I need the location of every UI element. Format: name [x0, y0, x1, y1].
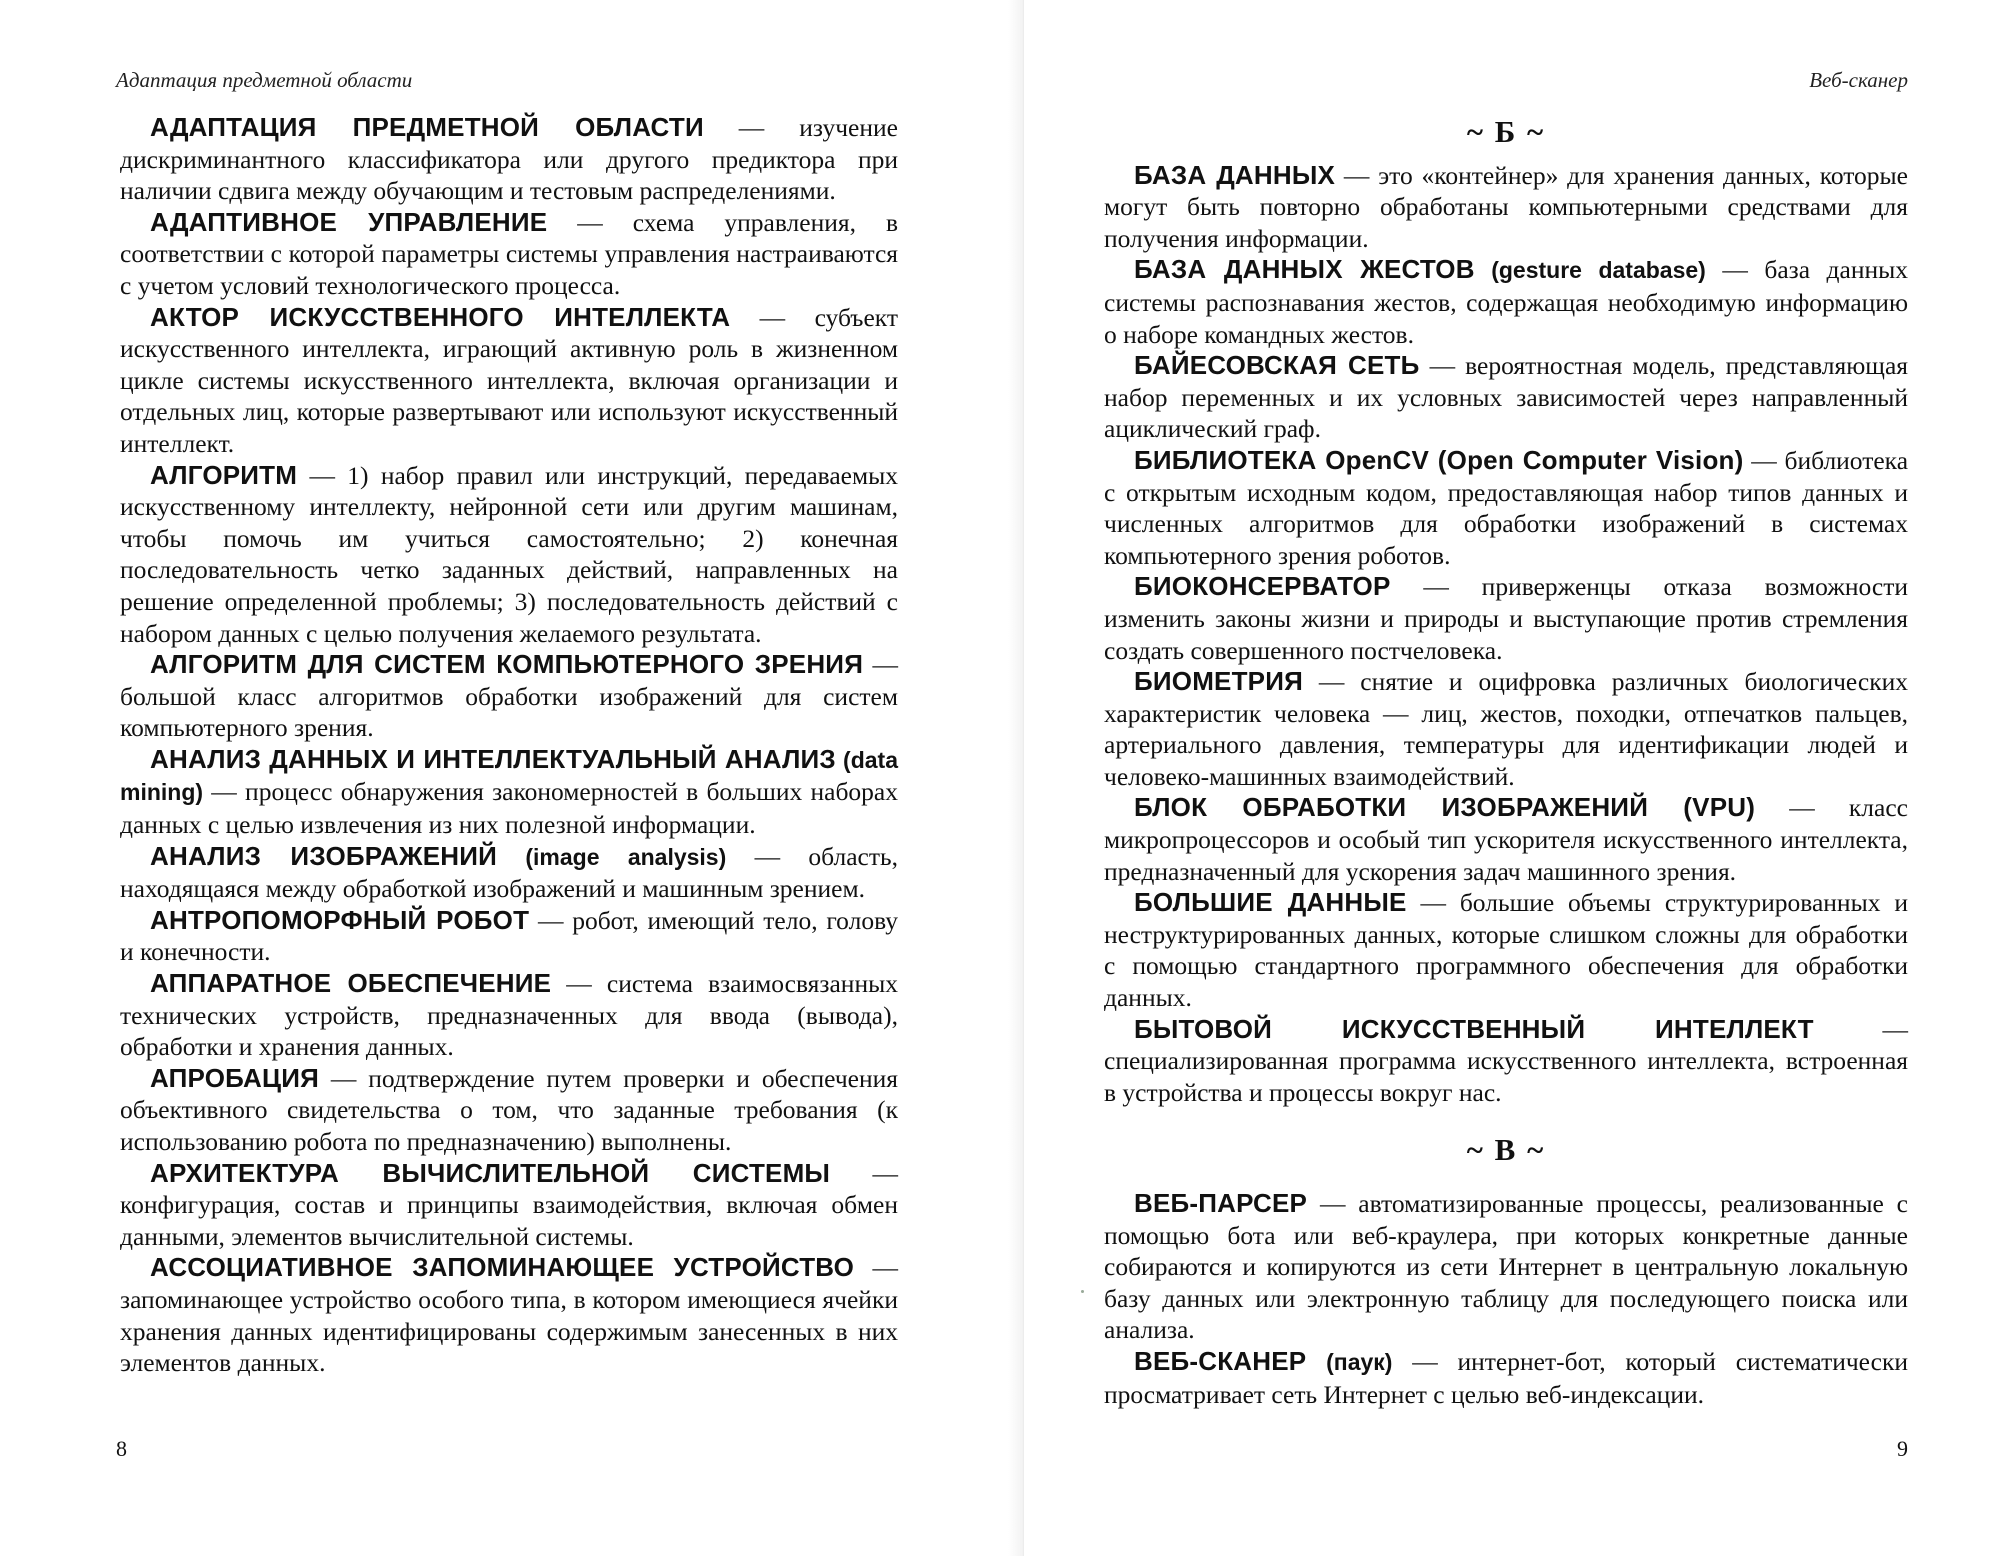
glossary-definition: — большие объемы структурированных и неструктурированных данных, которые слишком сложны для обработки с помощью стандартного программного обеспечения для обработки данных.: [1104, 888, 1908, 1013]
glossary-entry: [120, 968, 898, 1063]
glossary-term: АРХИТЕКТУРА ВЫЧИСЛИТЕЛЬНОЙ СИСТЕМЫ: [150, 1157, 831, 1188]
glossary-definition: — подтверждение путем проверки и обеспечения объективного свидетельства о том, что заданные требования (к использованию робота по предназначению) выполнены.: [120, 1063, 898, 1156]
glossary-term: АПРОБАЦИЯ: [150, 1062, 319, 1093]
section-heading-b: ~ Б ~: [1466, 114, 1546, 149]
glossary-entry: [1104, 666, 1908, 792]
glossary-definition: — библиотека с открытым исходным кодом, предоставляющая набор типов данных и численных алгоритмов для обработки изображений в системах компьютерного зрения роботов.: [1104, 445, 1909, 570]
glossary-entry: [120, 1158, 898, 1253]
glossary-term: АНАЛИЗ ДАННЫХ И ИНТЕЛЛЕКТУАЛЬНЫЙ АНАЛИЗ: [150, 743, 836, 774]
glossary-entry: [1104, 160, 1908, 255]
glossary-term: ВЕБ-ПАРСЕР: [1134, 1188, 1308, 1218]
glossary-term-original: (gesture database): [1474, 257, 1706, 284]
page-number: 9: [1897, 1436, 1908, 1461]
glossary-entry: [1104, 1014, 1908, 1109]
glossary-definition: — процесс обнаружения закономерностей в больших наборах данных с целью извлечения из них полезной информации.: [120, 777, 898, 840]
glossary-definition: — область, находящаяся между обработкой изображений и машинным зрением.: [120, 841, 899, 904]
glossary-entry: [1104, 350, 1908, 445]
glossary-term: АНТРОПОМОРФНЫЙ РОБОТ: [150, 904, 530, 935]
glossary-column: [1104, 112, 1908, 1410]
glossary-term: БЫТОВОЙ ИСКУССТВЕННЫЙ ИНТЕЛЛЕКТ: [1134, 1013, 1814, 1044]
right-page: [1024, 0, 2000, 1556]
glossary-term: БИБЛИОТЕКА OpenCV (Open Computer Vision): [1134, 444, 1744, 475]
glossary-definition: — система взаимосвязанных технических устройств, предназначенных для ввода (вывода), обработки и хранения данных.: [120, 969, 898, 1062]
glossary-term: БИОКОНСЕРВАТОР: [1134, 571, 1391, 602]
glossary-term: БАЗА ДАННЫХ: [1134, 159, 1336, 190]
glossary-entry: [120, 1252, 898, 1378]
glossary-term: АНАЛИЗ ИЗОБРАЖЕНИЙ: [150, 840, 498, 871]
glossary-definition: — интернет-бот, который систематически просматривает сеть Интернет с целью веб-индексации.: [1104, 1346, 1908, 1409]
glossary-entry: [120, 905, 898, 968]
glossary-definition: — база данных системы распознавания жестов, содержащая необходимую информацию о наборе командных жестов.: [1104, 255, 1908, 349]
glossary-definition: — снятие и оцифровка различных биологических характеристик человека — лиц, жестов, походки, отпечатков пальцев, артериального давления, температуры для идентификации людей и человеко-машинных взаимодействий.: [1104, 667, 1908, 791]
glossary-entry: [1104, 1188, 1908, 1346]
glossary-entry: [120, 112, 898, 207]
glossary-term-original: (паук): [1306, 1348, 1393, 1375]
glossary-entry: [120, 841, 898, 905]
glossary-term: АДАПТАЦИЯ ПРЕДМЕТНОЙ ОБЛАСТИ: [150, 112, 704, 142]
glossary-term: БОЛЬШИЕ ДАННЫЕ: [1134, 887, 1407, 918]
glossary-column: [120, 112, 898, 1379]
glossary-term-original: (image analysis): [497, 843, 727, 870]
glossary-entry: [1104, 254, 1908, 350]
glossary-term: БАЙЕСОВСКАЯ СЕТЬ: [1134, 350, 1420, 381]
page-number: 8: [116, 1436, 127, 1461]
glossary-definition: — специализированная программа искусственного интеллекта, встроенная в устройства и процессы вокруг нас.: [1104, 1014, 1908, 1107]
glossary-entry: [1104, 1346, 1908, 1410]
glossary-definition: — вероятностная модель, представляющая набор переменных и их условных зависимостей через направленный ациклический граф.: [1104, 351, 1908, 444]
glossary-entry: [1104, 887, 1908, 1013]
glossary-definition: — большой класс алгоритмов обработки изображений для систем компьютерного зрения.: [120, 650, 899, 743]
glossary-definition: — изучение дискриминантного классификатора или другого предиктора при наличии сдвига между обучающим и тестовым распределениями.: [120, 113, 898, 206]
section-heading-v: ~ В ~: [1466, 1132, 1546, 1168]
glossary-term: БИОМЕТРИЯ: [1134, 666, 1303, 697]
glossary-entry: [1104, 792, 1908, 887]
glossary-term: АДАПТИВНОЕ УПРАВЛЕНИЕ: [150, 206, 548, 237]
glossary-entry: [1104, 571, 1908, 666]
glossary-term: БЛОК ОБРАБОТКИ ИЗОБРАЖЕНИЙ (VPU): [1134, 792, 1756, 823]
glossary-entry: [120, 744, 898, 841]
glossary-term-original: (data mining): [120, 746, 898, 806]
running-head: Веб-сканер: [1809, 68, 1908, 92]
glossary-entry: [120, 302, 898, 460]
glossary-definition: — робот, имеющий тело, голову и конечности.: [120, 905, 898, 967]
glossary-entry: [120, 460, 898, 650]
glossary-term: БАЗА ДАННЫХ ЖЕСТОВ: [1134, 254, 1475, 285]
glossary-term: АКТОР ИСКУССТВЕННОГО ИНТЕЛЛЕКТА: [150, 301, 731, 332]
print-speck: [1081, 1290, 1084, 1293]
running-head: Адаптация предметной области: [116, 68, 413, 92]
glossary-term: АЛГОРИТМ ДЛЯ СИСТЕМ КОМПЬЮТЕРНОГО ЗРЕНИЯ: [150, 649, 864, 680]
glossary-term: АССОЦИАТИВНОЕ ЗАПОМИНАЮЩЕЕ УСТРОЙСТВО: [150, 1252, 855, 1283]
glossary-term: АЛГОРИТМ: [150, 459, 298, 490]
glossary-definition: — класс микропроцессоров и особый тип ускорителя искусственного интеллекта, предназначенный для ускорения задач машинного зрения.: [1104, 793, 1908, 886]
glossary-definition: — приверженцы отказа возможности изменить законы жизни и природы и выступающие против стремления создать совершенного постчеловека.: [1104, 572, 1908, 665]
glossary-definition: — схема управления, в соответствии с которой параметры системы управления настраиваются с учетом условий технологического процесса.: [120, 207, 898, 300]
glossary-definition: — автоматизированные процессы, реализованные с помощью бота или веб-краулера, при которых конкретные данные собираются и копируются из сети Интернет в центральную локальную базу данных или электронную таблицу для последующего поиска или анализа.: [1104, 1189, 1908, 1345]
glossary-entry: [1104, 445, 1908, 571]
glossary-term: АППАРАТНОЕ ОБЕСПЕЧЕНИЕ: [150, 968, 552, 999]
glossary-entry: [120, 207, 898, 302]
glossary-definition: — конфигурация, состав и принципы взаимодействия, включая обмен данными, элементов вычислительной системы.: [120, 1158, 898, 1251]
glossary-definition: — субъект искусственного интеллекта, играющий активную роль в жизненном цикле системы искусственного интеллекта, включая организации и отдельных лиц, которые развертывают или используют искусственный интеллект.: [120, 302, 898, 458]
glossary-term: ВЕБ-СКАНЕР: [1134, 1345, 1307, 1376]
glossary-definition: — это «контейнер» для хранения данных, которые могут быть повторно обработаны компьютерными средствами для получения информации.: [1104, 160, 1908, 253]
glossary-entry: [120, 1063, 898, 1158]
glossary-definition: — запоминающее устройство особого типа, в котором имеющиеся ячейки хранения данных идентифицированы содержимым занесенных в них элементов данных.: [120, 1253, 898, 1378]
glossary-entry: [120, 649, 898, 744]
glossary-definition: — 1) набор правил или инструкций, передаваемых искусственному интеллекту, нейронной сети или другим машинам, чтобы помочь им учиться самостоятельно; 2) конечная последовательность четко заданных действий, направленных на решение определенной проблемы; 3) последовательность действий с набором данных с целью получения желаемого результата.: [120, 460, 898, 648]
